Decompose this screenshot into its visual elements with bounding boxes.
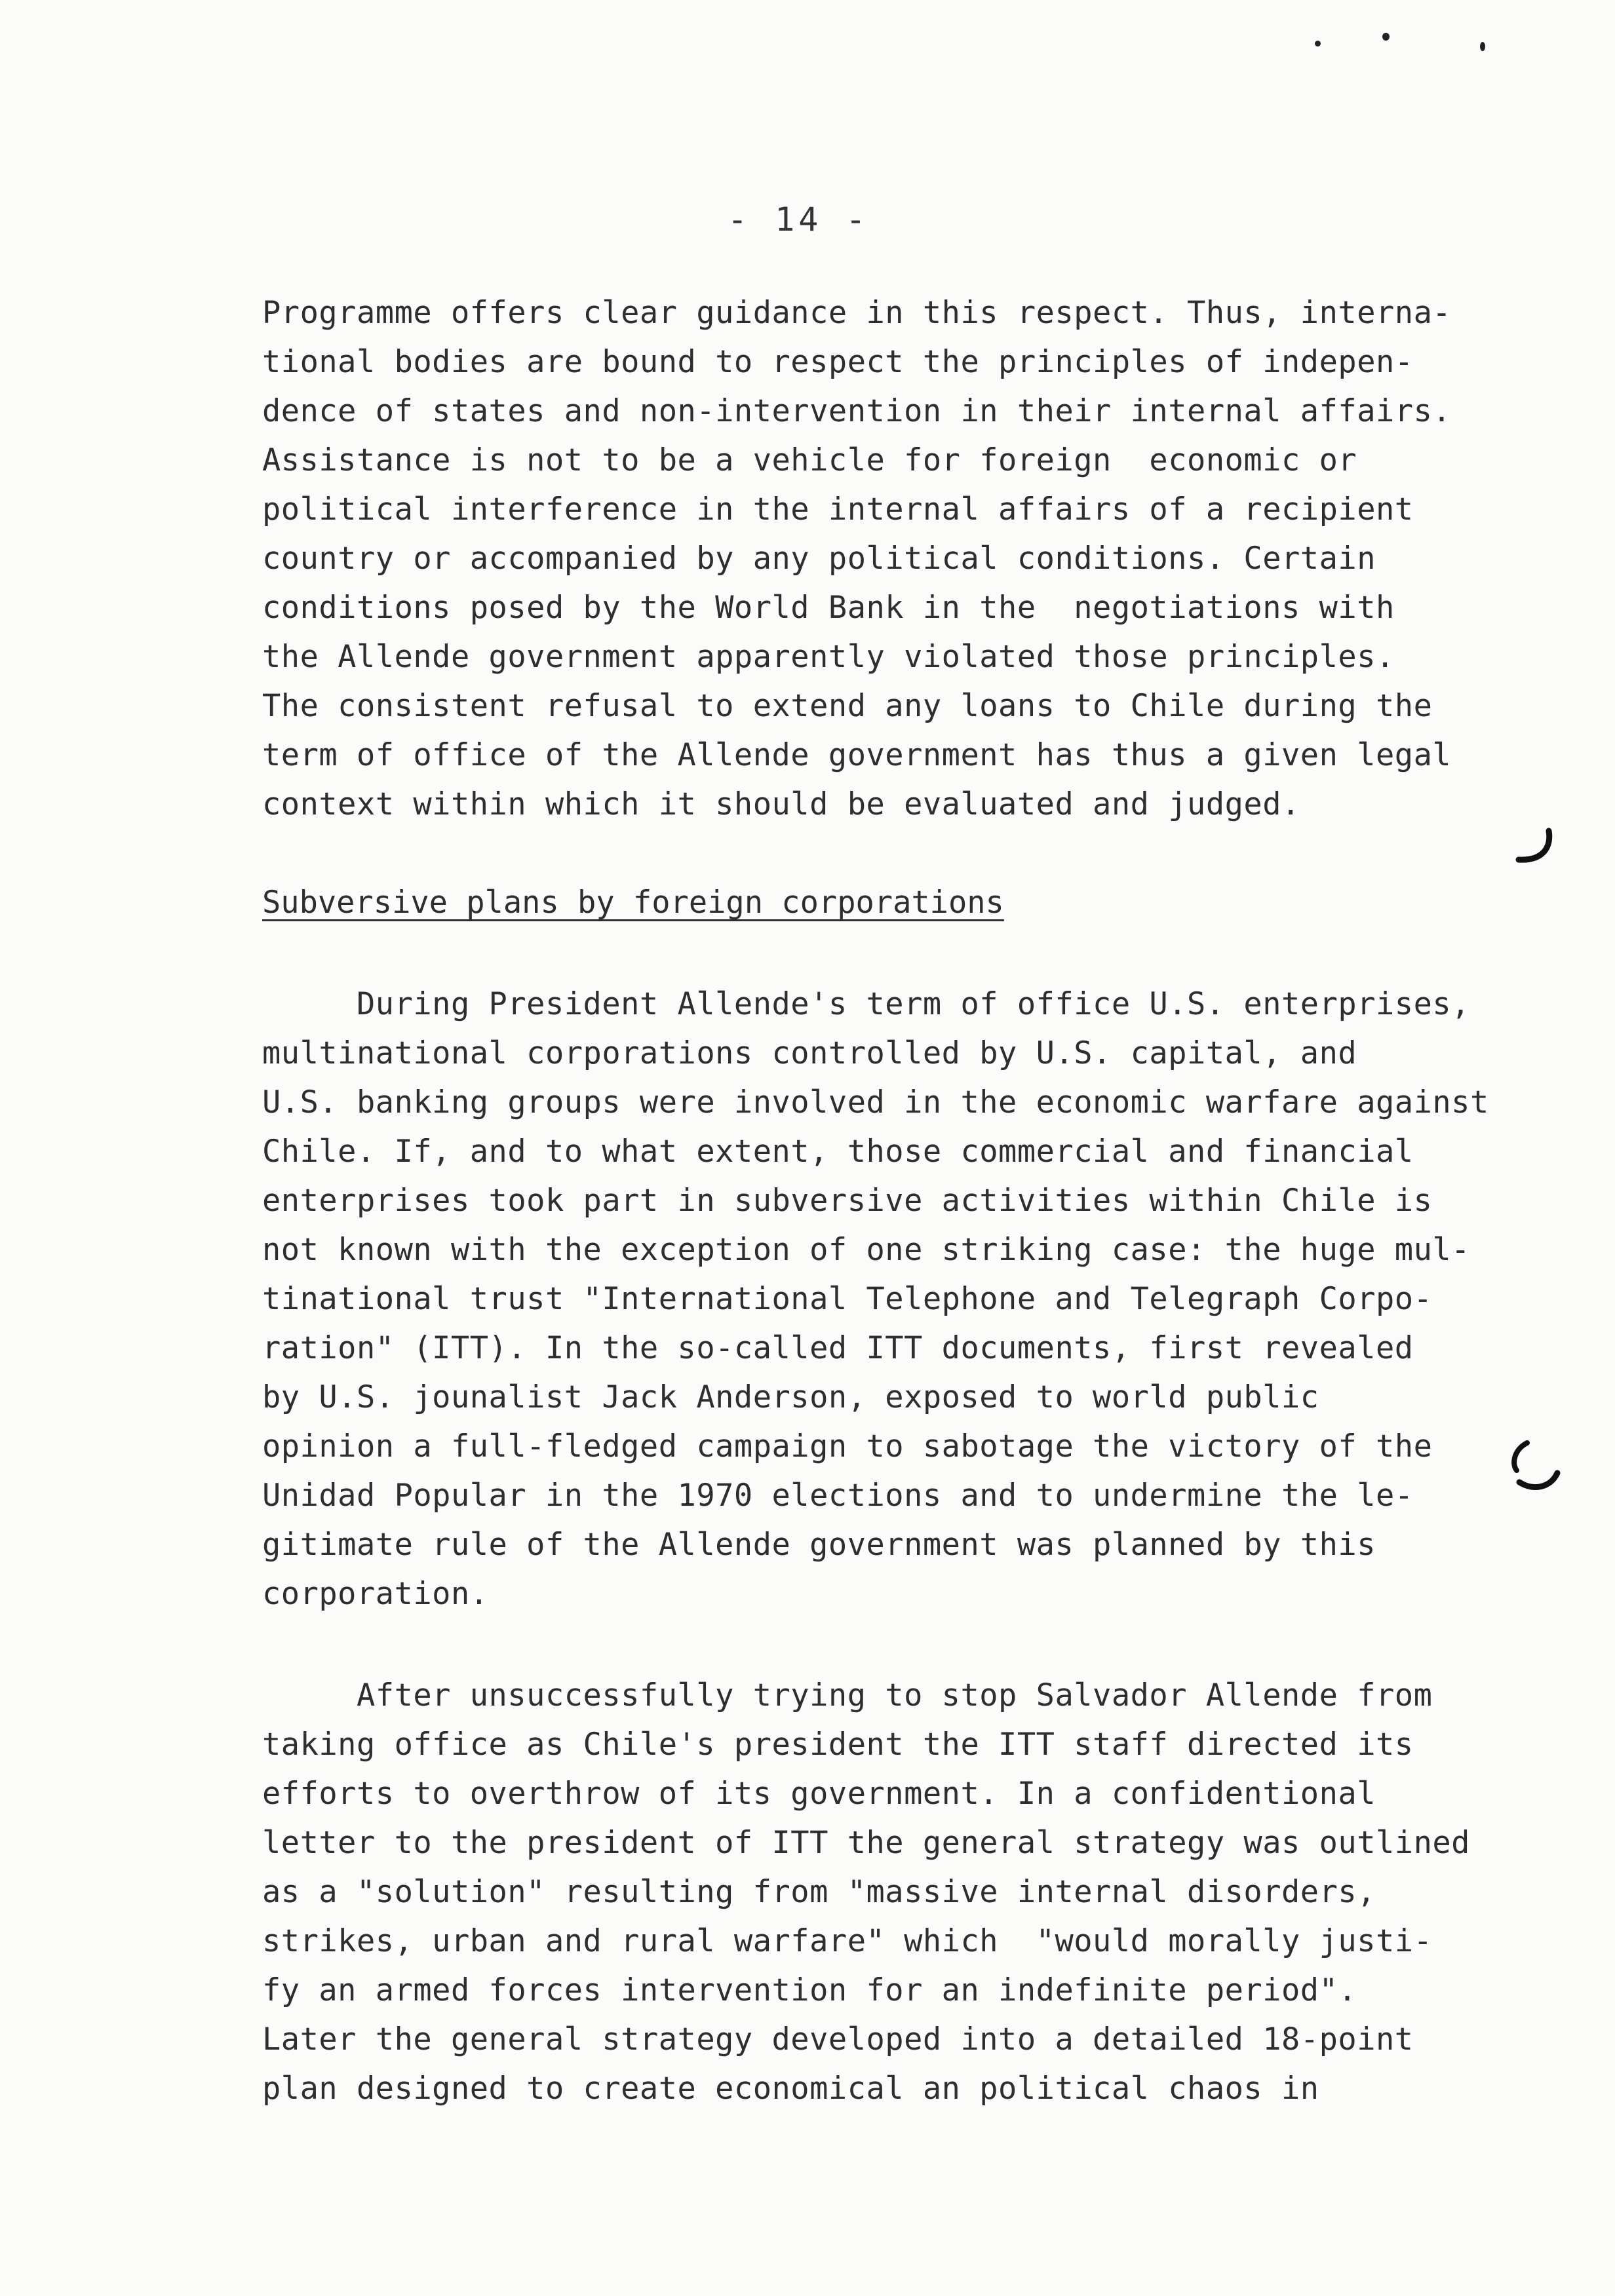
text-line: Later the general strategy developed into a detailed 18-point [262, 2021, 1414, 2057]
text-line: plan designed to create economical an political chaos in [262, 2071, 1319, 2107]
ink-speck [1315, 41, 1321, 47]
text-line: context within which it should be evaluated and judged. [262, 786, 1300, 822]
text-line: After unsuccessfully trying to stop Salvador Allende from [262, 1677, 1433, 1713]
text-line: term of office of the Allende government has thus a given legal [262, 737, 1452, 773]
text-line: fy an armed forces intervention for an indefinite period". [262, 1972, 1357, 2008]
text-line: taking office as Chile's president the ITT staff directed its [262, 1727, 1414, 1763]
text-line: corporation. [262, 1576, 489, 1612]
text-line: tinational trust "International Telephone and Telegraph Corpo- [262, 1281, 1433, 1317]
text-line: political interference in the internal affairs of a recipient [262, 491, 1414, 527]
ink-speck [1382, 33, 1390, 41]
section-heading: Subversive plans by foreign corporations [262, 885, 1004, 921]
text-line: dence of states and non-intervention in their internal affairs. [262, 393, 1452, 429]
text-line: efforts to overthrow of its government. In a confidentional [262, 1776, 1376, 1812]
text-line: opinion a full-fledged campaign to sabotage the victory of the [262, 1428, 1433, 1464]
text-line: tional bodies are bound to respect the principles of indepen- [262, 344, 1414, 380]
text-line: Programme offers clear guidance in this respect. Thus, interna- [262, 295, 1452, 331]
text-line: letter to the president of ITT the general strategy was outlined [262, 1825, 1470, 1861]
page-number: - 14 - [728, 201, 870, 239]
ink-speck [1480, 42, 1485, 51]
text-line: ration" (ITT). In the so-called ITT documents, first revealed [262, 1330, 1414, 1366]
text-line: gitimate rule of the Allende government was planned by this [262, 1527, 1376, 1563]
text-line: U.S. banking groups were involved in the economic warfare against [262, 1084, 1489, 1120]
text-line: conditions posed by the World Bank in the negotiations with [262, 590, 1395, 626]
text-line: the Allende government apparently violated those principles. [262, 639, 1395, 675]
text-line: enterprises took part in subversive activities within Chile is [262, 1183, 1433, 1219]
text-line: Unidad Popular in the 1970 elections and to undermine the le- [262, 1478, 1414, 1514]
text-line: as a "solution" resulting from "massive internal disorders, [262, 1874, 1376, 1910]
text-line: The consistent refusal to extend any loans to Chile during the [262, 688, 1433, 724]
hole-punch-mark [1508, 1435, 1566, 1507]
text-line: multinational corporations controlled by U.S. capital, and [262, 1035, 1357, 1071]
text-line: country or accompanied by any political conditions. Certain [262, 541, 1376, 577]
text-line: by U.S. jounalist Jack Anderson, exposed to world public [262, 1379, 1319, 1415]
text-line: strikes, urban and rural warfare" which "would morally justi- [262, 1923, 1433, 1959]
text-line: During President Allende's term of office U.S. enterprises, [262, 986, 1470, 1022]
text-line: not known with the exception of one striking case: the huge mul- [262, 1232, 1470, 1268]
hole-punch-mark [1511, 827, 1563, 873]
text-line: Assistance is not to be a vehicle for foreign economic or [262, 442, 1357, 478]
text-line: Chile. If, and to what extent, those commercial and financial [262, 1134, 1414, 1170]
